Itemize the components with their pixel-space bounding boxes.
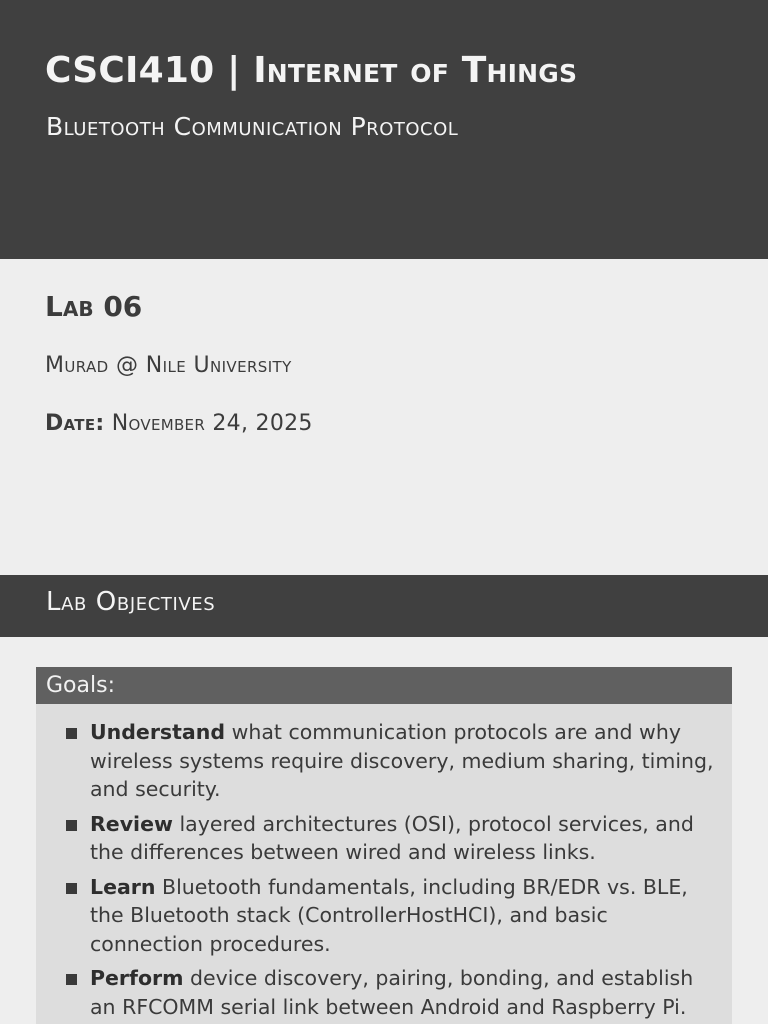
title-bar xyxy=(0,0,768,259)
lab-number: Lab 06 xyxy=(45,290,143,323)
goal-text: layered architectures (OSI), protocol services, and the differences between wired and wireless links. xyxy=(90,811,694,864)
section-title: Lab Objectives xyxy=(46,587,216,617)
course-title: CSCI410 | Internet of Things xyxy=(45,50,578,91)
goals-header: Goals: xyxy=(36,667,732,704)
goal-text: what communication protocols are and why wireless systems require discovery, medium sharing, timing, and security. xyxy=(90,720,714,801)
date-line xyxy=(45,411,313,436)
square-bullet-icon xyxy=(66,820,77,831)
square-bullet-icon xyxy=(66,883,77,894)
square-bullet-icon xyxy=(66,974,77,985)
goals-list xyxy=(36,704,732,1021)
goal-keyword: Perform xyxy=(90,966,184,990)
goals-block xyxy=(36,667,732,1024)
date-value: November 24, 2025 xyxy=(111,411,313,436)
author-line: Murad @ Nile University xyxy=(45,353,292,378)
section-bar xyxy=(0,575,768,637)
date-label: Date: xyxy=(45,411,105,436)
goal-text: device discovery, pairing, bonding, and establish an RFCOMM serial link between Android and Raspberry Pi. xyxy=(90,966,694,1019)
goal-keyword: Understand xyxy=(90,720,226,744)
goal-keyword: Review xyxy=(90,811,173,836)
goal-item xyxy=(90,718,722,804)
goal-item xyxy=(90,810,722,867)
goal-keyword: Learn xyxy=(90,874,156,899)
goal-text: Bluetooth fundamentals, including BR/EDR vs. BLE, the Bluetooth stack (ControllerHostHCI), and basic connection procedures. xyxy=(90,874,688,956)
square-bullet-icon xyxy=(66,728,77,739)
goal-item xyxy=(90,873,722,959)
course-subtitle: Bluetooth Communication Protocol xyxy=(46,112,459,141)
goal-item xyxy=(90,964,722,1021)
